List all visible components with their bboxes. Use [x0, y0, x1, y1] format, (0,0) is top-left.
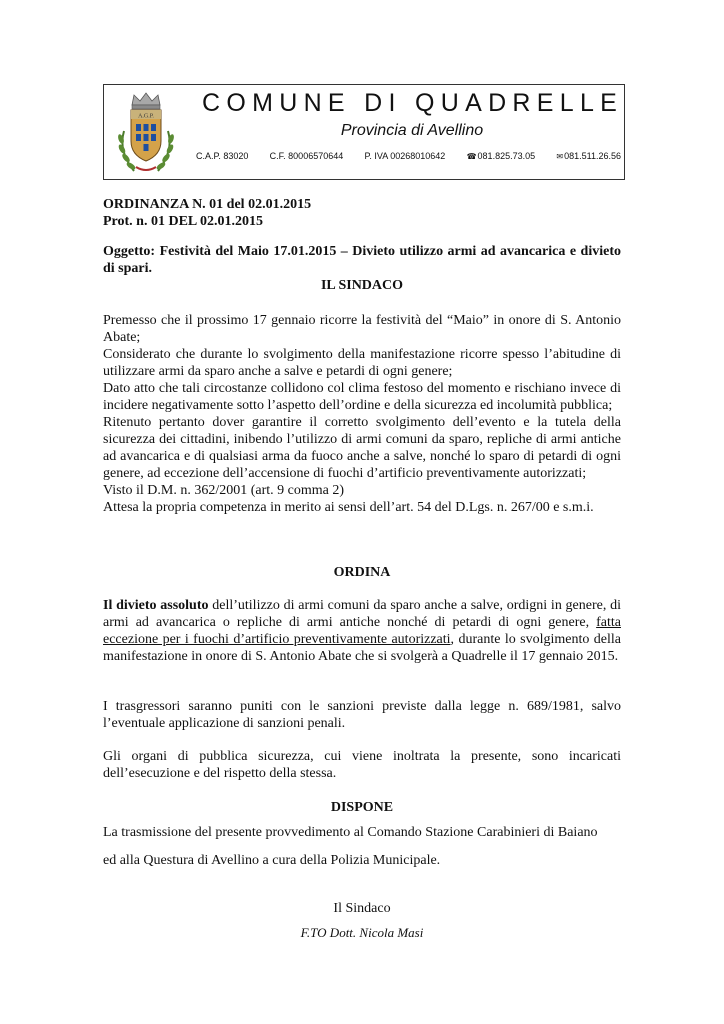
phone-number: 081.825.73.05: [477, 151, 536, 161]
premise-paragraph: Dato atto che tali circostanze collidono col clima festoso del momento e rischiano invece di incidere negativamente sotto l’aspetto dell’ordine e della sicurezza ed incolumità pubblica;: [103, 381, 621, 413]
sanctions-paragraph: I trasgressori saranno puniti con le sanzioni previste dalla legge n. 689/1981, salvo l’eventuale applicazione di sanzioni penali.: [103, 699, 621, 731]
ordina-paragraph: [103, 597, 621, 665]
letterhead: [103, 84, 625, 180]
premise-paragraph: Premesso che il prossimo 17 gennaio ricorre la festività del “Maio” in onore di S. Antonio Abate;: [103, 313, 621, 345]
premises-section: [103, 312, 621, 516]
subject-line: Oggetto: Festività del Maio 17.01.2015 – Divieto utilizzo armi ad avancarica e divieto di spari.: [103, 244, 621, 276]
fiscal-code: C.F. 80006570644: [269, 151, 344, 161]
premise-paragraph: Visto il D.M. n. 362/2001 (art. 9 comma 2): [103, 483, 345, 498]
phone-number-group: [467, 151, 536, 161]
municipality-title: COMUNE DI QUADRELLE: [202, 89, 624, 117]
dispone-heading: DISPONE: [330, 800, 394, 815]
ordina-text-2: , durante lo svolgimento della manifestazione in onore di S. Antonio Abate che si svolgerà a Quadrelle il 17 gennaio 2015.: [103, 632, 622, 664]
fax-icon: ✉: [556, 152, 564, 161]
premise-paragraph: Considerato che durante lo svolgimento della manifestazione ricorre spesso l’abitudine di utilizzare armi da sparo anche a salve e petardi di ogni genere;: [103, 347, 621, 379]
municipal-crest-logo: [114, 91, 178, 175]
authorities-paragraph: Gli organi di pubblica sicurezza, cui viene inoltrata la presente, sono incaricati dell’esecuzione e del rispetto della stessa.: [103, 749, 621, 781]
ordina-exception: fatta eccezione per i fuochi d’artificio preventivamente autorizzati: [103, 615, 621, 647]
cap-code: C.A.P. 83020: [196, 151, 249, 161]
dispone-line-2: ed alla Questura di Avellino a cura della Polizia Municipale.: [103, 853, 441, 868]
svg-text:A.G.P.: A.G.P.: [138, 113, 154, 120]
premise-paragraph: Attesa la propria competenza in merito ai sensi dell’art. 54 del D.Lgs. n. 267/00 e s.m.i.: [103, 500, 594, 515]
dispone-line-1: La trasmissione del presente provvedimento al Comando Stazione Carabinieri di Baiano: [103, 825, 598, 840]
ordina-text-1: dell’utilizzo di armi comuni da sparo anche a salve, ordigni in genere, di armi ad avancarica o repliche di armi antiche nonché di petardi di ogni genere,: [103, 598, 621, 630]
province-subtitle: Provincia di Avellino: [340, 122, 484, 139]
signature-name: F.TO Dott. Nicola Masi: [300, 925, 424, 940]
ordina-heading: ORDINA: [333, 565, 391, 580]
premise-paragraph: Ritenuto pertanto dover garantire il corretto svolgimento dell’evento e la tutela della sicurezza dei cittadini, inibendo l’utilizzo di armi comuni da sparo, repliche di armi antiche ad avancarica e di qualsiasi arma da fuoco anche a salve, nonché lo sparo di petardi di ogni genere, ad eccezione dell’accensione di fuochi d’artificio preventivamente autorizzati;: [103, 415, 621, 481]
ordinanza-number: ORDINANZA N. 01 del 02.01.2015: [103, 197, 312, 212]
signature-role: Il Sindaco: [333, 901, 391, 916]
contact-info: [196, 151, 621, 161]
fax-number-group: [556, 151, 621, 161]
fax-number: 081.511.26.56: [564, 151, 621, 161]
ordina-lead: Il divieto assoluto: [103, 598, 209, 613]
vat-number: P. IVA 00268010642: [364, 151, 446, 161]
mayor-heading: IL SINDACO: [320, 278, 404, 293]
phone-icon: ☎: [466, 152, 477, 161]
protocol-number: Prot. n. 01 DEL 02.01.2015: [103, 214, 263, 229]
